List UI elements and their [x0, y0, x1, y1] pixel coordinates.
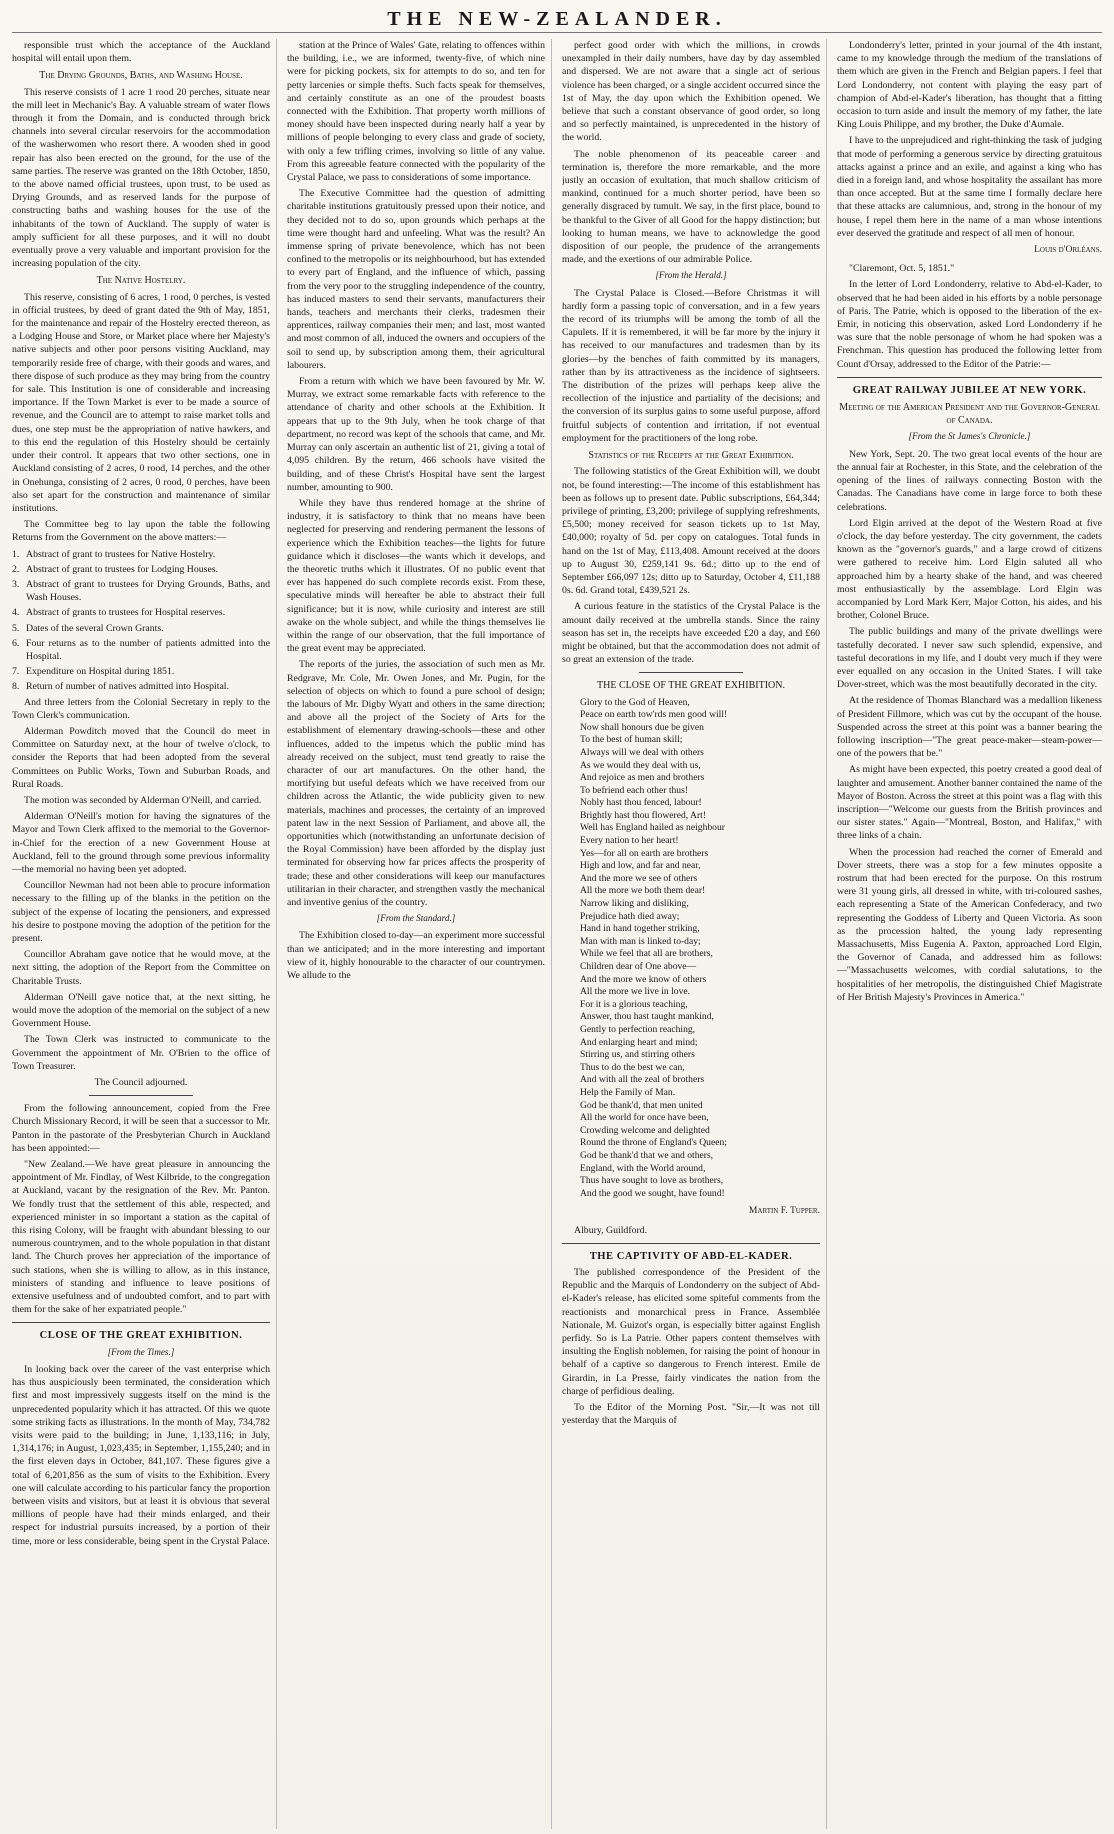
exhibition-juries-text: The reports of the juries, the association of such men as Mr. Redgrave, Mr. Cole, Mr. Owen Jones, and Mr. Pugin, for the selection of objects on which to found a pure school of design; the labours of Mr. Digby Wyatt and others in the same direction; and above all the project of the Society of Arts for the establishment of elementary drawing-schools—these and other influences, added to the impetus which the public mind has already received on the subject, must tend greatly to raise the character of our art manufactures. On the other hand, the mortifying but useful defeats which we have received from our children across the Atlantic, the wide publicity given to new materials, machines and processes, the certainty of an improved patent law in the next Session of Parliament, and above all, the opportunities which (notwithstanding an unfortunate decision of the Royal Commission) have been afforded by the display just terminated for observing how far prices affects the prosperity of trade; these and other considerations will keep our manufactures utilitarian in their character, and strengthen vastly the mechanical and inventive genius of the country.: [287, 659, 545, 908]
return-item: 3. Abstract of grant to trustees for Drying Grounds, Baths, and Wash Houses.: [12, 578, 270, 604]
dorsay-intro-text: In the letter of Lord Londonderry, relative to Abd-el-Kader, to observed that he had been aided in his efforts by a noble personage of Paris. The Patrie, which is opposed to the liberation of the ex-Emir, in noticing this observation, asked Lord Londonderry if he was sure that the noble personage of whom he had spoken was a Frenchman. This question has produced the following letter from Count d'Orsay, addressed to the Editor of the Patrie:—: [837, 279, 1102, 370]
article-columns: [12, 39, 1102, 1829]
column-4: [837, 39, 1102, 1829]
letter-text-continued: I have to the unprejudiced and right-thinking the task of judging that mode of performing a generous service by directing gratuitous attacks against a prince and an exile, and against a king who has died in a foreign land, and whose hospitality the assailant has more than once accepted. But at the same time I formally declare here that these attacks are calumnious, and, strong in the honour of my house, I repel them here in the name of a man whose intentions ever deserved the gratitude and respect of all men of honour.: [837, 135, 1102, 239]
council-paragraph: Alderman O'Neill gave notice that, at the next sitting, he would move the adoption of the memorial on the subject of a new Government House.: [12, 991, 270, 1030]
captivity-text: The published correspondence of the President of the Republic and the Marquis of Londonderry on the subject of Abd-el-Kader's release, has elicited some spiteful comments from the reactionists and monarchical press in France. Assemblée Nationale, M. Guizot's organ, is especially bitter against English perfidy. So is La Patrie. Other papers content themselves with insulting the English noblemen, for raising the point of honour in behalf of a captive so dangerous to French interest. Emile de Girardin, in La Presse, fairly vindicates the nation from the charge of perfidious dealing.: [562, 1266, 820, 1397]
council-paragraph: Councillor Abraham gave notice that he would move, at the next sitting, the adoption of the Report from the Committee on Charitable Trusts.: [12, 949, 270, 987]
council-adjourned: The Council adjourned.: [94, 1077, 188, 1089]
closing-text: And three letters from the Colonial Secretary in reply to the Town Clerk's communication.: [12, 696, 270, 721]
poem-text: Glory to the God of Heaven, Peace on earth tow'rds men good will! Now shall honours due be given To the best of human skill; Always will we deal with others As we would they deal with us, And rejoice as men and brothers To befriend each other thus! Nobly hast thou fenced, labour! Brightly hast thou flowered, Art! Well has England hailed as neighbour Every nation to her heart! Yes—for all on earth are brothers High and low, and far and near, And the more we see of others All the more we both them dear! Narrow liking and disliking, Prejudice hath died away; Hand in hand together striking, Man with man is linked to-day; While we feel that all are brothers, Children dear of One above— And the more we know of others All the more we live in love. For it is a glorious teaching, Answer, thou hast taught mankind, Gently to perfection reaching, And enlarging heart and mind; Stirring us, and stirring others Thus to do the best we can, And with all the zeal of brothers Help the Family of Man. God be thank'd, that men united All the world for once have been, Crowding welcome and delighted Round the throne of England's Queen; God be thank'd that we and others, England, with the World around, Thus have sought to love as brothers, And the good we sought, have found!: [580, 696, 728, 1199]
railway-text-elgin: Lord Elgin arrived at the depot of the Western Road at five o'clock, the day before yesterday. The city government, the cadets known as the "governor's guards," and a large crowd of citizens were gathered to receive him. Lord Elgin saluted all who approached him by a hearty shake of the hand, and was cheered most enthusiastically by the assemblage. Lord Elgin was accompanied by Lord Mark Kerr, Major Cotton, his aides, and his brother, Colonel Bruce.: [837, 517, 1102, 622]
return-item: 7. Expenditure on Hospital during 1851.: [12, 666, 175, 678]
return-item: 1. Abstract of grant to trustees for Native Hostelry.: [12, 548, 216, 560]
column-2: [287, 39, 552, 1829]
letter-date: "Claremont, Oct. 5, 1851.": [849, 263, 955, 275]
railway-jubilee-subheading: Meeting of the American President and the Governor-General of Canada.: [839, 402, 1100, 427]
herald-source: [From the Herald.]: [655, 270, 727, 281]
exhibition-continued-text: station at the Prince of Wales' Gate, relating to offences within the building, i.e., we are informed, twenty-five, of which nine were for picking pockets, six for attempts to do so, and ten for petty larcenies or simple thefts. Such facts speak for themselves, and certainly constitute as an one of the proudest boasts connected with the Exhibition. That property worth millions of money should have been inspected during nearly half a year by millions of people belonging to every class and grade of society, with only a few trifling crimes, involving so little of any value. From this agreeable feature connected with the popularity of the Crystal Palace, we pass to considerations of some importance.: [287, 40, 545, 184]
poem-signature: Martin F. Tupper.: [748, 1205, 820, 1217]
column-1: [12, 39, 277, 1829]
council-paragraph: The Town Clerk was instructed to communicate to the Government the appointment of Mr. O'Brien to the office of Town Treasurer.: [12, 1034, 270, 1072]
umbrella-statistics-text: A curious feature in the statistics of the Crystal Palace is the amount daily received at the umbrella stands. Since the rainy season has set in, the receipts have exceeded £20 a day, and £60 might be obtained, but that the accommodation does not admit of so great an extension of the trade.: [562, 601, 820, 666]
section-divider: [12, 1322, 270, 1323]
railway-text-procession: When the procession had reached the corner of Emerald and Dover streets, there was a stop for a few minutes opposite a rostrum that had been erected for the purpose. On this rostrum were 31 young girls, all dressed in white, with tri-coloured sashes, each representing a State of the American Confederacy, and two representing the Goddess of Liberty and Queen Victoria. As soon as the procession halted, the young lady representing Massachusetts, Miss Eugenia A. Paxton, approached Lord Elgin, the Governor of Canada, and addressed him as follows:—"Massachusetts welcomes, with cordial salutations, to the hospitalities of her metropolis, the distinguished Chief Magistrate of Her British Majesty's Provinces in America.": [837, 846, 1102, 1003]
railway-text: New York, Sept. 20. The two great local events of the hour are the annual fair at Rochester, in this State, and the celebration of the opening of the lines of railways connecting Boston with the Canadas. The Canadians have come in large force to both these celebrations.: [837, 448, 1102, 513]
letter-signature: Louis d'Orléans.: [1034, 244, 1102, 256]
return-item: 6. Four returns as to the number of patients admitted into the Hospital.: [12, 637, 270, 662]
railway-text-medallion: At the residence of Thomas Blanchard was a medallion likeness of President Fillmore, which was cut by the occupant of the house. Suspended across the street at this point was a banner bearing the following inscription—"The great peace-maker—steam-power—one of the powers that be.": [837, 695, 1102, 760]
railway-text-decorations: The public buildings and many of the private dwellings were tastefully decorated. I never saw such splendid, expensive, and tasteful decorations in my life, and I doubt very much if they were ever equalled on any occasion in the United States. I will take Dover-street, which was the most beautifully decorated in the city.: [837, 626, 1102, 691]
exhibition-schools-text: From a return with which we have been favoured by Mr. W. Murray, we extract some remarkable facts with reference to the attendance of charity and other schools at the Exhibition. It appears that up to the 9th July, when he took charge of that department, no record was kept of the schools that came, and Mr. Murray can only ascertain an authentic list of 21, giving a total of 4,095 children. By the return, 466 schools have visited the building, and of these Christ's Hospital have sent the largest number, amounting to 900.: [287, 376, 545, 493]
exhibition-text: In looking back over the career of the vast enterprise which has thus auspiciously been terminated, the consideration which first and most impressively suggests itself on the mind is the unprecedented popularity which it has attracted. Of this we quote some striking facts as illustrations. In the month of May, 734,782 visits were paid to the building; in June, 1,133,116; in July, 1,314,176; in August, 1,023,435; in September, 1,155,240; and in the first eleven days in October, 841,107. These figures give a total of 6,201,856 as the sum of visits to the Exhibition. Every one will calculate according to his particular fancy the proportion between visits and visitors, but at least it is obvious that several millions of people have had their minds enlarged, and their respect for industrial pursuits increased, by a portion of their time, more or less considerable, being spent in the Crystal Palace.: [12, 1363, 270, 1547]
returns-list: [12, 548, 270, 694]
return-item: 8. Return of number of natives admitted into Hospital.: [12, 681, 229, 693]
native-hostelry-text: This reserve, consisting of 6 acres, 1 rood, 0 perches, is vested in official trustees, by deed of grant dated the 9th of May, 1851, for the maintenance and repair of the Hostelry erected thereon, as a Lodging House and Store, or Market place where her Majesty's native subjects and other poor persons visiting Auckland, may temporarily reside free of charge, with their goods and wares, and there dispose of such produce as they may bring from the country for sale. This Institution is one of considerable and increasing importance. If the Town Market is ever to be made a source of revenue, and the Council are to attempt to raise market tolls and dues, one step must be the appropriation of native hawkers, and to this end the regulation of this Hostelry should be certainly under their control. It appears that two other sections, one in Auckland consisting of 2 acres, 0 rood, 14 perches, and the other in Onehunga, consisting of 2 acres, 0 rood, 0 perches, have been also set apart for the construction and maintenance of similar institutions.: [12, 291, 270, 514]
captivity-letter-text: To the Editor of the Morning Post. "Sir,—It was not till yesterday that the Marquis of: [562, 1401, 820, 1427]
statistics-text: The following statistics of the Great Exhibition will, we doubt not, be found interesting:—The income of this establishment has been as follows up to present date. Public subscriptions, £64,344; privilege of printing, £3,200; privilege of supplying refreshments, £5,500; money received for season tickets up to 1st May, £40,000; royalty of 5d. per copy on catalogues. Total funds in hand on the 1st of May, £113,408. Amount received at the doors up to August 30, £259,141 9s. 6d.; ditto up to the end of September £66,097 12s; ditto up to Saturday, October 4, £11,188 0s. 6d. Grand total, £439,521 2s.: [562, 466, 820, 597]
section-divider: [639, 672, 742, 673]
poem-title: THE CLOSE OF THE GREAT EXHIBITION.: [597, 680, 785, 692]
exhibition-heading: CLOSE OF THE GREAT EXHIBITION.: [39, 1330, 243, 1342]
column-3: [562, 39, 827, 1829]
peaceable-career-text: The noble phenomenon of its peaceable career and termination is, therefore the more remarkable, and the more justly an occasion of exultation, that much shallow criticism of mankind, continued for a much shorter period, have been so generally disgraced by tumult. We say, in the first place, bound to be thankful to the Giver of all Good for the happy distinction; but looking to human means, we have to acknowledge the good disposition of our people, the prudence of the arrangements made, and the exertions of our admirable Police.: [562, 148, 820, 266]
crystal-palace-closed-text: The Crystal Palace is Closed.—Before Christmas it will hardly form a passing topic of conversation, and in a few years the record of its triumphs will be among the tomb of all the Capulets. If it is remembered, it will be far more by the injury it has received to our manufactures and tradesmen than by its glories—by the benches of faith committed by its managers, rather than by its attractiveness as the incidence of sightseers. The distribution of the prizes will perhaps keep alive the recollection of the injustice and partiality of the decisions; and the conversion of its surplus gains to some useful purpose, afford fruitful subjects of contention and irritation, if not eventual employment for the practitioners of the long robe.: [562, 287, 820, 444]
section-divider: [837, 377, 1102, 378]
missionary-quote: "New Zealand.—We have great pleasure in announcing the appointment of Mr. Findlay, of West Kilbride, to the congregation at Auckland, vacant by the resignation of the Rev. Mr. Panton. We fondly trust that the settlement of this able, respected, and experienced minister in so important a station as the capital of this rising Colony, will be fraught with abundant blessing to our numerous countrymen, and to the whole population in that distant land. The Church proves her appreciation of the importance of such stations, when she is willing to allow, as in this instance, ministers of standing and influence to leave positions of extensive usefulness and of undoubted comfort, and to part with them for the sake of her expatriated people.": [12, 1159, 270, 1316]
railway-text-banners: As might have been expected, this poetry created a good deal of laughter and amusement. Another banner contained the name of the Mayor of Boston. Across the street at this point was a flag with this inscription—"Welcome our guests from the British provinces and our sister states." Again—"Montreal, Boston, and Halifax," with three links of a chain.: [837, 764, 1102, 842]
missionary-announcement: From the following announcement, copied from the Free Church Missionary Record, it will be seen that a successor to Mr. Panton in the pastorate of the Presbyterian Church in Auckland has been appointed:—: [12, 1103, 270, 1154]
section-divider: [562, 1243, 820, 1244]
captivity-heading: THE CAPTIVITY OF ABD-EL-KADER.: [589, 1250, 793, 1262]
exhibition-charity-text: The Executive Committee had the question of admitting charitable institutions gratuitously pressed upon their notice, and they decided not to do so, upon grounds which perhaps at the time were thought hard and unfeeling. What was the result? An immense spring of private benevolence, which has not been confined to the metropolis or its neighbourhood, but has extended to every part of England, and the influence of which, passing from the very poor to the struggling independence of the country, has induced masters to send their servants, manufacturers their hands, teachers and merchants their clerks, tradesmen their apprentices, railway companies their men; and last, most wanted and most common of all, induced the owners and occupiers of the soil to send up, by subscription among them, their agricultural labourers.: [287, 188, 545, 371]
intro-text: responsible trust which the acceptance of the Auckland hospital will entail upon them.: [12, 40, 270, 65]
council-paragraph: Alderman Powditch moved that the Council do meet in Committee on Saturday next, at the hour of twelve o'clock, to consider the Reports that had been adopted from the several Committees on Public Works, Town and Suburban Roads, and Rural Roads.: [12, 725, 270, 790]
poem-place: Albury, Guildford.: [574, 1224, 648, 1236]
drying-grounds-text: This reserve consists of 1 acre 1 rood 20 perches, situate near the mill leet in Mechanic's Bay. A valuable stream of water flows through it from the Domain, and is conducted through brick channels into several circular reservoirs for the accommodation of the washerwomen who resort there. A wooden shed in good repair has also been erected on the ground, for the use of the same parties. The reserve was granted on the 18th October, 1850, to the above named official trustees, upon trust, to be used as Drying Grounds, and as reserved lands for the purpose of constructing baths and washing houses for the use of the inhabitants of the town of Auckland. The supply of water is amply sufficient for all these purposes, and it will no doubt eventually prove a very valuable and important provision for the increasing population of the city.: [12, 86, 270, 270]
good-order-text: perfect good order with which the millions, in crowds unexampled in their daily numbers, have day by day assembled and dispersed. We are not aware that a single act of serious violence has been charged, or a single accident occurred since the 1st of May, the day upon which the Exhibition opened. We believe that such a constant observance of good order, so long and so perfectly maintained, is unprecedented in the history of the world.: [562, 40, 820, 144]
letter-text: Londonderry's letter, printed in your journal of the 4th instant, came to my knowledge through the medium of the translations of them which are given in the French and Belgian papers. I feel that Lord Londonderry, not content with playing the easy part of champion of Abd-el-Kader's liberation, has thought that a fitting occasion to turn aside and insult the memory of my father, the late King Louis Philippe, and my brother, the Duke d'Aumale.: [837, 40, 1102, 131]
council-paragraph: The motion was seconded by Alderman O'Neill, and carried.: [24, 794, 262, 806]
return-item: 4. Abstract of grants to trustees for Hospital reserves.: [12, 607, 226, 619]
masthead: THE NEW-ZEALANDER.: [12, 6, 1102, 33]
exhibition-records-text: While they have thus rendered homage at the shrine of industry, it is satisfactory to think that no means have been neglected for preserving and rendering permanent the lessons of experience which the Exhibition teaches—the lights for future guidance which it discloses—the wants which it develops, and the theoretic truths which it illustrates. Of no public event that ever has happened do such complete records exist. From these, speculative minds will hereafter be able to abstract their full significance; but it is now, while curiosity and interest are still awake on the whole subject, and while the things themselves lie within the range of our observation, that the full importance of the great event may be appreciated.: [287, 497, 545, 655]
standard-text: The Exhibition closed to-day—an experiment more successful than we anticipated; and in the more interesting and important view of it, highly honourable to the character of our countrymen. We allude to the: [287, 930, 545, 982]
native-hostelry-title: The Native Hostelry.: [96, 275, 186, 287]
railway-jubilee-heading: GREAT RAILWAY JUBILEE AT NEW YORK.: [852, 384, 1087, 396]
section-divider: [89, 1095, 192, 1096]
committee-text: The Committee beg to lay upon the table the following Returns from the Government on the above matters:—: [12, 519, 270, 544]
return-item: 2. Abstract of grant to trustees for Lodging Houses.: [12, 563, 219, 575]
statistics-title: Statistics of the Receipts at the Great Exhibition.: [588, 450, 794, 462]
return-item: 5. Dates of the several Crown Grants.: [12, 622, 164, 634]
council-paragraph: Alderman O'Neill's motion for having the signatures of the Mayor and Town Clerk affixed to the memorial to the Governor-in-Chief for the erection of a new Government House at Auckland, fell to the ground through some previous informality—the memorial no having been yet adopted.: [12, 811, 270, 875]
exhibition-source: [From the Times.]: [107, 1346, 175, 1357]
standard-source: [From the Standard.]: [376, 913, 456, 924]
railway-source: [From the St James's Chronicle.]: [908, 431, 1031, 442]
drying-grounds-title: The Drying Grounds, Baths, and Washing House.: [39, 70, 243, 82]
council-paragraph: Councillor Newman had not been able to procure information necessary to the filling up of the blanks in the petition on the subject of the expense of locating the pensioners, and expressed his desire to postpone moving the adoption of the petition for the present.: [12, 880, 270, 944]
